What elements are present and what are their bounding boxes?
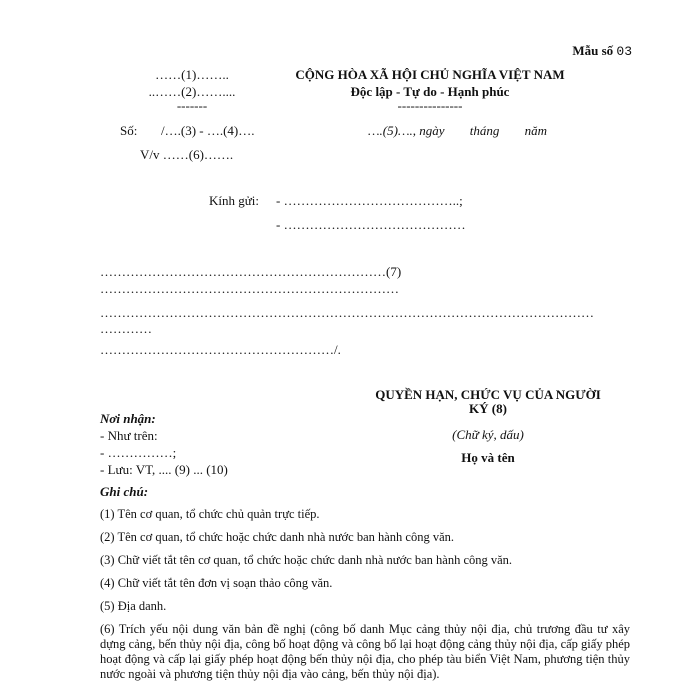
signer-title-line-2: KÝ (8) bbox=[469, 401, 507, 416]
body-line-2: …………………………………………………………… bbox=[100, 281, 399, 296]
national-rule: --------------- bbox=[397, 98, 463, 113]
recipients-line-3: - Lưu: VT, .... (9) ... (10) bbox=[100, 462, 228, 477]
note-item-5: (5) Địa danh. bbox=[100, 599, 167, 613]
recipients-line-2: - ……………; bbox=[100, 445, 177, 460]
signature-block bbox=[352, 388, 624, 465]
date-place: ….(5)…., ngày bbox=[368, 123, 445, 138]
agency-line-1: ……(1)…….. bbox=[155, 67, 229, 82]
signature-note: (Chữ ký, dấu) bbox=[452, 427, 524, 442]
signer-title-line-1: QUYỀN HẠN, CHỨC VỤ CỦA NGƯỜI bbox=[375, 387, 601, 402]
signer-name: Họ và tên bbox=[461, 450, 515, 465]
form-label bbox=[572, 43, 632, 59]
form-label-prefix: Mẫu số bbox=[572, 43, 614, 58]
note-item-1: (1) Tên cơ quan, tổ chức chủ quản trực tiếp. bbox=[100, 507, 320, 521]
body-line-1: …………………………………………………………(7) bbox=[100, 264, 402, 279]
body-line-5: ………………………………………………/. bbox=[100, 342, 341, 357]
recipients-footer bbox=[100, 410, 228, 478]
note-item-4: (4) Chữ viết tắt tên đơn vị soạn thảo công văn. bbox=[100, 576, 333, 590]
national-header bbox=[290, 66, 570, 112]
national-title: CỘNG HÒA XÃ HỘI CHỦ NGHĨA VIỆT NAM bbox=[295, 67, 565, 82]
note-item-6: (6) Trích yếu nội dung văn bản đề nghị (công bố danh Mục cảng thủy nội địa, chủ trương đầu tư xây dựng cảng, bến thủy nội địa, công bố hoạt động và công bố lại hoạt động cảng thủy nội địa, cấp giấy phép hoạt động và cấp lại giấy phép hoạt động bến thủy nội địa, cho phép tàu biển Việt Nam, phương tiện thủy nước ngoài và phương tiện thủy nội địa vào cảng, bến thủy nội địa). bbox=[100, 622, 630, 681]
body-line-4: ………… bbox=[100, 321, 152, 336]
note-item-3: (3) Chữ viết tắt tên cơ quan, tổ chức hoặc chức danh nhà nước ban hành công văn. bbox=[100, 553, 513, 567]
agency-line-2: ..……(2)…….... bbox=[148, 84, 236, 99]
document-number-label: Số: bbox=[120, 123, 138, 138]
recipient-label: Kính gửi: bbox=[209, 193, 260, 208]
date-line bbox=[368, 123, 547, 139]
recipients-line-1: - Như trên: bbox=[100, 428, 158, 443]
agency-header bbox=[112, 66, 272, 112]
body-line-3: …………………………………………………………………………………………………… bbox=[100, 305, 594, 320]
national-motto: Độc lập - Tự do - Hạnh phúc bbox=[350, 84, 510, 99]
document-number-value: /….(3) - ….(4)…. bbox=[161, 123, 255, 138]
agency-rule: ------- bbox=[176, 98, 208, 113]
recipient-line-1: - …………………………………..; bbox=[276, 193, 463, 208]
subject-line: V/v ……(6)……. bbox=[140, 147, 234, 162]
date-year: năm bbox=[524, 123, 548, 138]
notes-heading: Ghi chú: bbox=[100, 484, 149, 499]
recipient-line-2: - …………………………………… bbox=[276, 217, 466, 232]
recipients-heading: Nơi nhận: bbox=[100, 411, 156, 426]
form-label-number: 03 bbox=[616, 44, 632, 59]
note-item-2: (2) Tên cơ quan, tổ chức hoặc chức danh nhà nước ban hành công văn. bbox=[100, 530, 455, 544]
date-month: tháng bbox=[469, 123, 500, 138]
